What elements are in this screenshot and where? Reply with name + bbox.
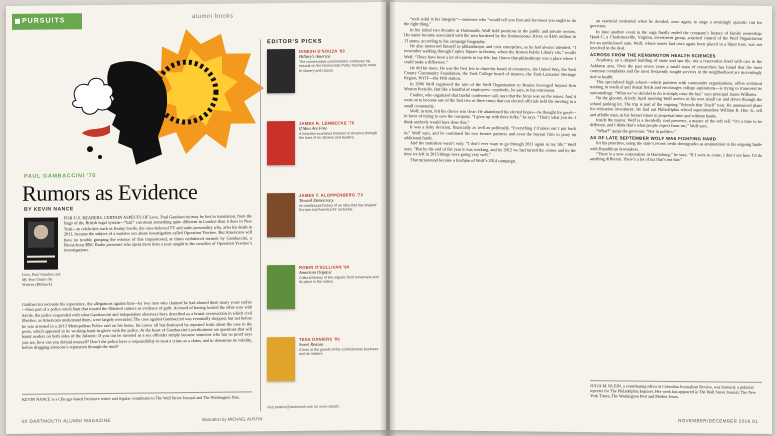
paragraph: In 2006 Wolf registered the sale of the Wolf Organization to Boston leveraged buyout firm Weston Presidio. But like a handful of employees—symbolic, he says, to his retirement.: [404, 81, 576, 94]
pick-item: [267, 192, 379, 251]
pick-title: If Men Are Free: [299, 125, 327, 131]
paragraph: In June another event in the saga finally ended the company’s history of family ownership: Quad-C, a Charlottesville, Virginia, investment group, acquired control of the Wolf Organization for an undisclosed sum. Wolf, whose assets had once again been placed in a blind trust, was not involved in the deal.: [590, 28, 762, 51]
article-body: Gambaccini recounts his experience, the allegations against him—by two men who claimed he had abused them many years earlier—then part of a police witch hunt that treated the flimsiest rumors as evidence of guilt. Accused of having looked the other way with Savile, the police responded with what Gambaccini and independent observers have described as a brutal overreaction in which civil liberties, as Americans understand them, were largely overruled. The case against Gambaccini was eventually dropped, but not before he was arrested in a 2013 Metropolitan Police raid on his home, his career all but destroyed by repeated leaks about the case to the press, which appeared to be working hand-in-glove with the police. At the heart of Gambaccini’s predicament are questions that will haunt readers on both sides of the Atlantic: If you can be arrested as a sex offender simply because someone who has no proof says you are, how can you defend yourself? Don’t the police have a responsibility to treat a crime as a claim, and to determine its validity, before dragging someone’s reputation through the mud?: [22, 299, 253, 351]
author-label: PAUL GAMBACCINI '70: [24, 173, 97, 180]
book-cover-image: [24, 217, 58, 269]
paragraph: That turnaround became a linchpin of Wolf’s 2014 campaign.: [410, 156, 516, 163]
picks-title: EDITOR'S PICKS: [267, 38, 323, 46]
head-silhouette: [106, 61, 167, 165]
pick-author: JAMES R. LEMBECKE '75: [299, 120, 355, 126]
paragraph: On the gloomy, drizzly April morning Wolf arrives in his own small car and drives through the school parking lot. The trip is part of the ongoing “Schools that Teach” tour. He announced plans for education investment. He laid out Philadelphia school superintendent William R. Hite Jr., tell and affable man, as his former tutors in perpetual time and without hands.: [590, 95, 762, 118]
pick-cover: [267, 121, 295, 165]
pick-author: ROBIN O'SULLIVAN '90: [299, 264, 350, 270]
pick-title: American Organic: [299, 269, 332, 275]
speech-cloud: [73, 78, 113, 114]
paragraph: “What?” quips the governor. “Not in politics.”: [596, 127, 676, 134]
paragraph: for his priorities, using the state’s recent credit downgrades as ammunition in his ongoing battle with Republican lawmakers.: [590, 140, 762, 152]
subhead: ACROSS FROM THE KENSINGTON HEALTH SCIENCES: [590, 52, 716, 59]
section-tab: PURSUITS: [12, 13, 82, 30]
paragraph: Inside the mayor, Wolf is a decidedly cool presence, a master of the soft sell. “It’s a time to be different, and I think that’s what people expect from me,” Wolf says.: [590, 117, 762, 129]
cover-title-lines: [27, 255, 55, 265]
pick-author: JAMES T. KLOPPENBERG '73: [299, 192, 363, 198]
paragraph: “rock solid in his integrity”—someone who “would tell you first and foremost you ought to do the right thing.”: [404, 16, 576, 27]
pick-cover: [267, 265, 295, 309]
paragraph: He also immersed himself in philanthropic and civic enterprises, as he had always intended. “I remember walking through Copley Square in Boston, where the Boston Public Library sits,” recalls Wolf. “There have been a lot of experts in my life, but I knew that philanthropy was a place where I could make a difference.”: [404, 43, 576, 65]
tongue: [82, 125, 110, 137]
paragraph: an essential credential when he decided, once again, to stage a seemingly quixotic run for governor.: [590, 18, 762, 29]
pick-author: TESS DANIERS '06: [299, 336, 340, 342]
paragraph: He did far more. He was the first Jew to chair the board of commerce, the United Way, the York County Community Foundation, the York College board of trustees, the York-Lancaster Heritage Region, WITF—the PBS station.: [404, 64, 576, 82]
illustration-credit: illustration by MICHAEL AUSTIN: [202, 416, 263, 422]
paragraph: In his initial two decades at Dartmouth, Wolf held positions in the public and private sectors. His name became associated with the area bordered by the Ammonoosuc River, to $185 million in 13 states, according to his campaign biography.: [404, 27, 576, 44]
paragraph: Coulter, who organized that fateful conference call, says that the focus was on the issues. And it went on to become one of the first two or three times that our elected officials held the meeting in a small community.: [404, 91, 576, 108]
page-folio: NOVEMBER/DECEMBER 2016 61: [677, 418, 758, 424]
pick-title: Toward Democracy: [299, 197, 334, 203]
ember-dot: [98, 155, 102, 159]
running-head: alumni books: [192, 13, 234, 21]
page-folio: 60 DARTMOUTH ALUMNI MAGAZINE: [22, 417, 111, 424]
byline: BY KEVIN NANCE: [24, 206, 74, 213]
paragraph: This specialized high school—which partners with community organizations, offers technical training in medical and dental fields and encourages college aspirations—is trying to transcend its surroundings. “What we’ve decided to do is simply raise the bar,” says principal James Williams.: [590, 79, 762, 97]
book-caption: Love, Paul Gambaccini: My Year Under the Yewtree (Biteback): [22, 271, 62, 287]
paragraph: Wolf, in turn, felt his choice was clear: He abandoned his elected hopes—he thought for good—in favor of trying to save the company. “I grew up with three folks,” he says. “That’s what you do. I think anybody would have done this.”: [404, 108, 576, 125]
right-column-2: [590, 18, 762, 164]
paragraph: “There is a new corporatism in Harrisburg,” he says. “If I were to come, I don’t see how I’d do anything different. There’s a lot of tax that’s not fair.”: [590, 151, 762, 163]
left-page: [6, 2, 386, 434]
right-page: [390, 2, 772, 434]
pick-item: [267, 264, 379, 323]
paragraph: And the transition wasn’t easy. “I don’t ever want to go through 2011 again in my life,” Wolf says. “But by the end of the year it was working, and by 2012 we had turned the corner and by the time we left in 2013 things were going very well.”: [404, 140, 576, 158]
pick-desc: The conservative commentator continues his assault on the Democratic Party, tracing its roots to slavery and racism.: [299, 59, 377, 73]
pick-item: [267, 120, 379, 179]
pick-title: Hillary's America: [299, 53, 331, 59]
pick-cover: [267, 49, 295, 93]
book-gutter-shadow: [380, 0, 396, 436]
pick-desc: Cultural history of the organic food movement and its place in the nation.: [299, 275, 379, 285]
pick-desc: A historian examines freedom in America through the lives of its citizens and leaders.: [299, 131, 378, 141]
ember-dot: [87, 146, 93, 152]
editors-picks: [260, 38, 378, 411]
pick-desc: An intellectual history of an idea that has shaped Europe and America for centuries.: [299, 203, 377, 213]
author-bio: KEVIN NANCE is a Chicago-based freelance writer and regular contributor to The Wall Street Journal and The Washington Post.: [22, 391, 252, 402]
author-bio: JULIA M. KLEIN, a contributing editor at Columbia Journalism Review, was formerly a political reporter for The Philadelphia Inquirer. Her work has appeared in The Wall Street Journal, The New York Times, The Washington Post and Mother Jones.: [590, 380, 762, 400]
pick-author: DINESH D'SOUZA '83: [299, 48, 345, 54]
pick-cover: [267, 337, 295, 381]
picks-footer: Visit petition@dartmouth.edu for more details.: [267, 404, 340, 410]
pick-item: [267, 48, 379, 107]
illustration-head-with-explosion: [66, 23, 266, 175]
paragraph: It was a risky decision, financially as well as politically. “Everything I’d taken out I put back in,” Wolf says, and he continued his two former partners and even the buyout firm to pony up additional funds.: [404, 124, 576, 141]
pick-title: Sweet Reason: [299, 341, 324, 347]
author-photo: [28, 221, 54, 247]
article-lead: FOR U.S. READERS, CERTAIN ASPECTS OF Love, Paul Gambaccini may be lost in translation, from the lingo of the British legal system—“bail” can mean something quite different in London than it does in New York—to celebrities such as Jimmy Savile, the once-beloved TV and radio personality who, after his death in 2011, became the subject of a massive sex abuse investigation called Operation Yewtree. But Americans will have no trouble grasping the essence of this impassioned, at times embittered memoir by Gambaccini, a Bronx-born BBC Radio presenter who spent more than a year caught in the crossfire of Operation Yewtree’s investigations.: [64, 213, 252, 253]
pick-cover: [267, 193, 295, 237]
pick-item: [267, 336, 379, 395]
pick-desc: A look at the growth of the confectionery business and its makers.: [299, 347, 379, 357]
right-column-1: [404, 16, 576, 164]
paragraph: Academy, an L-shaped building of stone and spa tile, sits a reservation lined with cars in the Ashlawn area. Over the past seven years a small team of researchers has found that the most common complaints and the most frequently sought services in the neighborhood are increasingly tied to health.: [590, 57, 762, 79]
subhead: AS OF LATE SEPTEMBER WOLF WAS FIGHTING HARD: [590, 135, 717, 142]
headline: Rumors as Evidence: [22, 178, 198, 206]
